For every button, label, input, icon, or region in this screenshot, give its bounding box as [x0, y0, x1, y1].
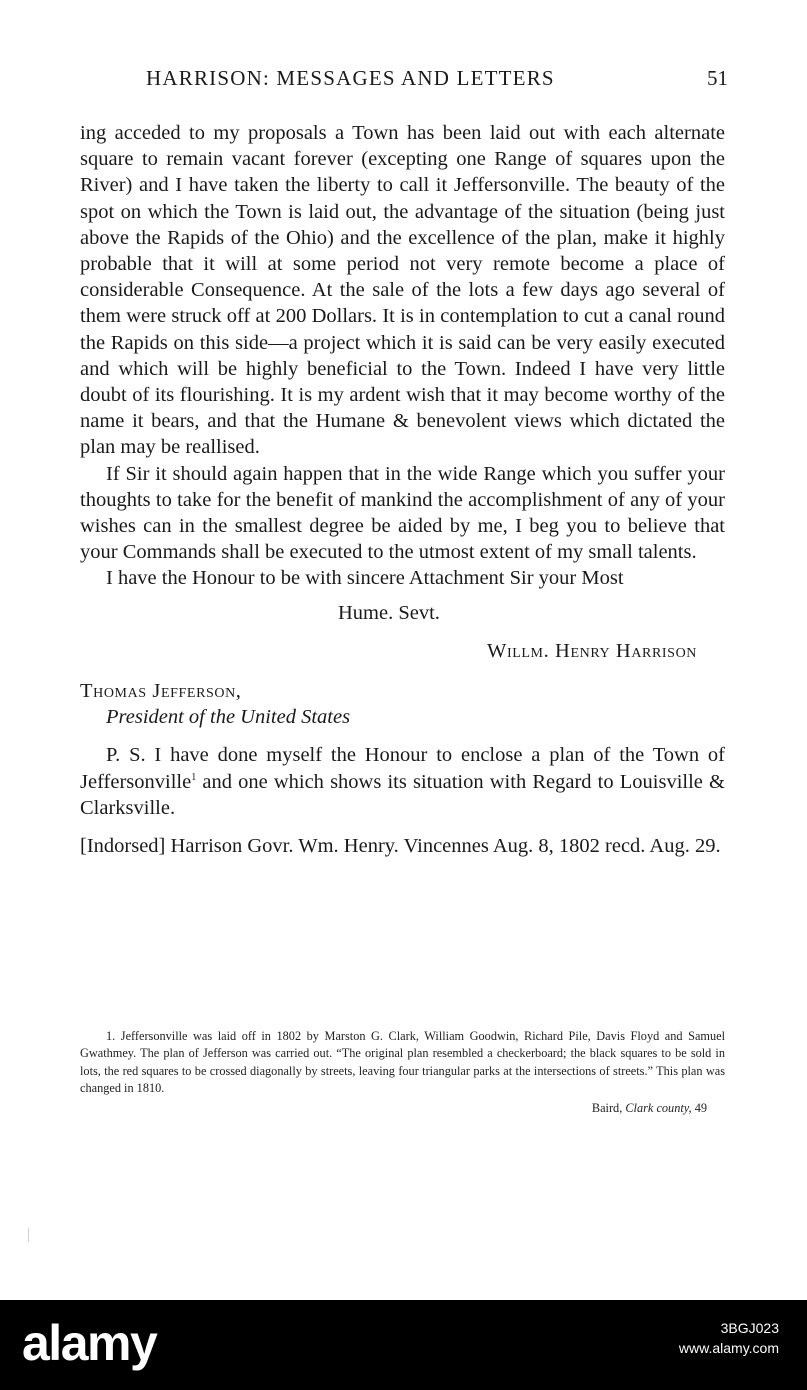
addressee-name: Thomas Jefferson, [80, 680, 242, 703]
image-info [679, 1318, 779, 1358]
footnote-text: 1. Jeffersonville was laid off in 1802 by Marston G. Clark, William Goodwin, Richard Pile, Davis Floyd and Samuel Gwathmey. The plan of Jefferson was carried out. “The original plan resembled a checkerboard; the black squares to be sold in lots, the red squares to be crossed diagonally by streets, leaving four triangular parks at the intersections of streets.” This plan was changed in 1810. [80, 1029, 725, 1096]
margin-mark [28, 1228, 29, 1242]
endorsement: [Indorsed] Harrison Govr. Wm. Henry. Vincennes Aug. 8, 1802 recd. Aug. 29. [80, 835, 721, 858]
image-id: 3BGJ023 [720, 1320, 779, 1336]
letter-body [80, 120, 725, 859]
page-number: 51 [707, 66, 728, 90]
addressee-title: President of the United States [106, 706, 351, 729]
signature: Willm. Henry Harrison [487, 639, 697, 662]
site-url: www.alamy.com [678, 1340, 779, 1356]
alamy-logo: alamy [22, 1315, 157, 1371]
footnote-source [80, 1100, 725, 1117]
watermark-bar [0, 1300, 807, 1390]
footnote-marker: 1 [191, 771, 197, 783]
postscript [80, 742, 725, 821]
paragraph-continuation: ing acceded to my proposals a Town has been laid out with each alternate square to remain vacant forever (excepting one Range of squares upon the River) and I have taken the liberty to call it Jeffersonville. The beauty of the spot on which the Town is laid out, the advantage of the situation (being just above the Rapids of the Ohio) and the excellence of the plan, make it highly probable that it will at some period not very remote become a place of considerable Consequence. At the sale of the lots a few days ago several of them were struck off at 200 Dollars. It is in contemplation to cut a canal round the Rapids on this side—a project which it is said can be very easily executed and which will be highly beneficial to the Town. Indeed I have very little doubt of its flourishing. It is my ardent wish that it may become worthy of the name it bears, and that the Humane & benevolent views which dictated the plan may be reallised. [80, 122, 725, 459]
running-header [146, 66, 728, 96]
paragraph-offer: If Sir it should again happen that in the wide Range which you suffer your thoughts to take for the benefit of mankind the accomplishment of any of your wishes can in the smallest degree be aided by me, I beg you to believe that your Commands shall be executed to the utmost extent of my small talents. [80, 462, 725, 564]
footnote [80, 1028, 725, 1117]
complimentary-close: Hume. Sevt. [338, 601, 440, 624]
running-title: HARRISON: MESSAGES AND LETTERS [146, 66, 555, 90]
paragraph-closing: I have the Honour to be with sincere Attachment Sir your Most [106, 567, 624, 590]
source-author: Baird, [591, 1100, 623, 1115]
postscript-text-end: and one which shows its situation with Regard to Louisville & Clarksville. [80, 770, 725, 819]
source-page: 49 [694, 1100, 707, 1115]
postscript-text-start: P. S. I have done myself the Honour to enclose a plan of the Town of Jeffersonville [80, 744, 725, 793]
source-title: Clark county, [625, 1100, 692, 1115]
